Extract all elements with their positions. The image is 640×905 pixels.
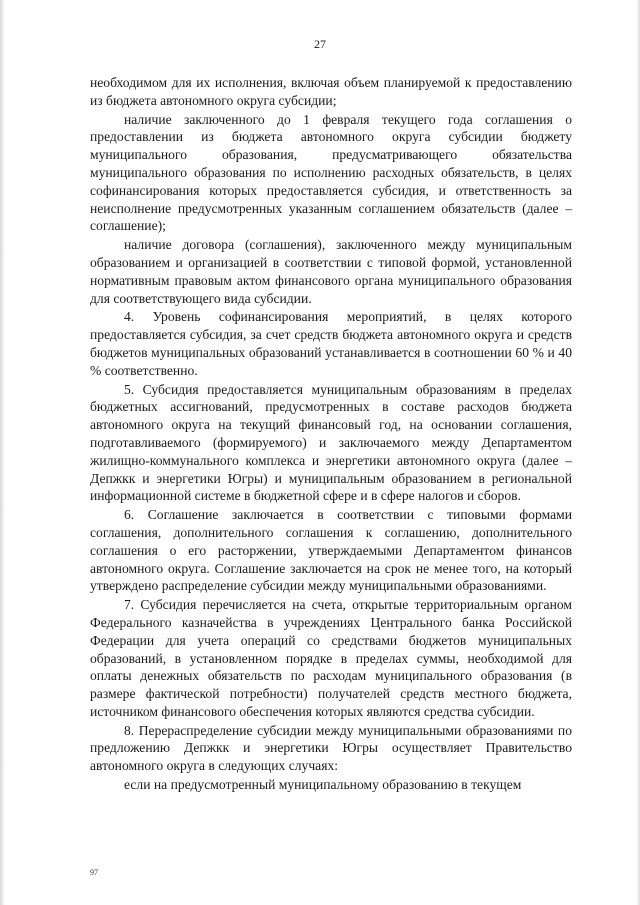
- paragraph-condition-agreement: наличие заключенного до 1 февраля текущего года соглашения о предоставлении из бюджета автономного округа субсидии бюджету муниципального образования, предусматривающего обязательства муниципального образования по исполнению расходных обязательств, в целях софинансирования которых предоставляется субсидия, и ответственность за неисполнение предусмотренных указанным соглашением обязательств (далее – соглашение);: [90, 111, 572, 234]
- paragraph-item-4: 4. Уровень софинансирования мероприятий, в целях которого предоставляется субсидия, за счет средств бюджета автономного округа и средств бюджетов муниципальных образований устанавливается в соотношении 60 % и 40 % соответственно.: [90, 309, 572, 378]
- scan-edge-left: [0, 0, 4, 905]
- document-body: [90, 74, 572, 795]
- paragraph-item-8: 8. Перераспределение субсидии между муниципальными образованиями по предложению Депжкк и энергетики Югры осуществляет Правительство автономного округа в следующих случаях:: [90, 722, 572, 774]
- paragraph-item-7: 7. Субсидия перечисляется на счета, открытые территориальным органом Федерального казначейства в учреждениях Центрального банка Российской Федерации для учета операций со средствами бюджетов муниципальных образований, в установленном порядке в пределах суммы, необходимой для оплаты денежных обязательств по расходам муниципального образования (в размере фактической потребности) получателей средств местного бюджета, источником финансового обеспечения которых являются средства субсидии.: [90, 597, 572, 719]
- footer-mark: 97: [90, 868, 98, 877]
- paragraph-case-1: если на предусмотренный муниципальному образованию в текущем: [124, 777, 522, 793]
- paragraph-item-5: 5. Субсидия предоставляется муниципальным образованиям в пределах бюджетных ассигнований, предусмотренных в составе расходов бюджета автономного округа на текущий финансовый год, на основании соглашения, подготавливаемого (формируемого) и заключаемого между Департаментом жилищно-коммунального комплекса и энергетики автономного округа (далее – Депжкк и энергетики Югры) и муниципальным образованием в региональной информационной системе в бюджетной сфере и в сфере налогов и сборов.: [90, 381, 572, 504]
- paragraph-continuation: необходимом для их исполнения, включая объем планируемой к предоставлению из бюджета автономного округа субсидии;: [90, 75, 572, 108]
- paragraph-condition-contract: наличие договора (соглашения), заключенного между муниципальным образованием и организацией в соответствии с типовой формой, установленной нормативным правовым актом финансового органа муниципального образования для соответствующего вида субсидии.: [90, 237, 572, 306]
- page-number: 27: [314, 37, 326, 51]
- paragraph-item-6: 6. Соглашение заключается в соответствии с типовыми формами соглашения, дополнительного соглашения к соглашению, дополнительного соглашения о его расторжении, утверждаемыми Департаментом финансов автономного округа. Соглашение заключается на срок не менее того, на который утверждено распределение субсидии между муниципальными образованиями.: [90, 507, 572, 594]
